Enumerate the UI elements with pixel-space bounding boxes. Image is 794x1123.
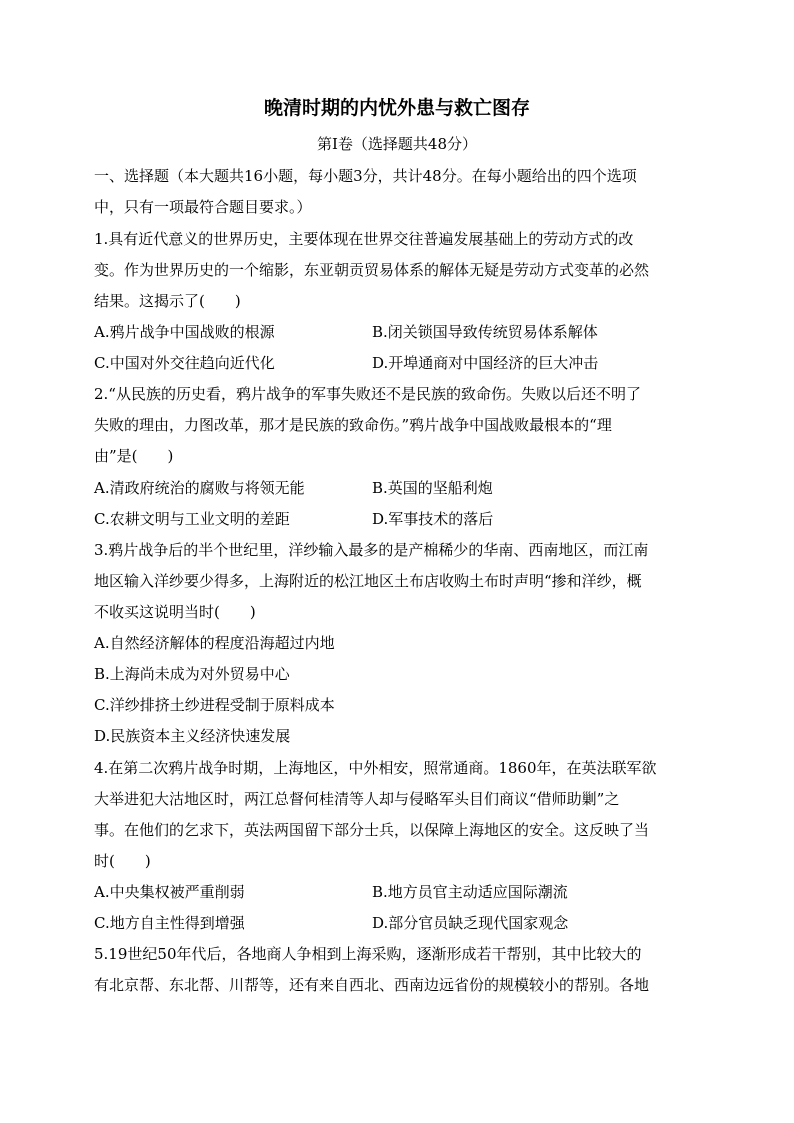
question-1-option-a: A.鸦片战争中国战败的根源 bbox=[94, 323, 275, 341]
question-3-stem: 不收买这说明当时( ) bbox=[94, 603, 256, 621]
question-4-option-b: B.地方员官主动适应国际潮流 bbox=[372, 883, 568, 901]
question-2-stem: 2.“从民族的历史看，鸦片战争的军事失败还不是民族的致命伤。失败以后还不明了 bbox=[94, 385, 641, 403]
question-3-option-c: C.洋纱排挤土纱进程受制于原料成本 bbox=[94, 696, 335, 714]
question-2-option-d: D.军事技术的落后 bbox=[372, 510, 494, 528]
question-4-stem: 时( ) bbox=[94, 852, 151, 870]
question-2-stem: 由”是( ) bbox=[94, 447, 174, 465]
question-1-option-b: B.闭关锁国导致传统贸易体系解体 bbox=[372, 323, 598, 341]
question-3-option-d: D.民族资本主义经济快速发展 bbox=[94, 727, 291, 745]
question-1-option-d: D.开埠通商对中国经济的巨大冲击 bbox=[372, 354, 599, 372]
question-2-option-c: C.农耕文明与工业文明的差距 bbox=[94, 510, 290, 528]
question-2-options-row bbox=[94, 476, 714, 500]
page-title: 晚清时期的内忧外患与救亡图存 bbox=[263, 97, 530, 119]
question-3-option-b: B.上海尚未成为对外贸易中心 bbox=[94, 665, 290, 683]
question-5-stem: 5.19世纪50年代后，各地商人争相到上海采购，逐渐形成若干帮别，其中比较大的 bbox=[94, 945, 642, 963]
question-1-stem: 变。作为世界历史的一个缩影，东亚朝贡贸易体系的解体无疑是劳动方式变革的必然 bbox=[94, 261, 650, 279]
question-4-options-row bbox=[94, 911, 714, 935]
question-2-option-a: A.清政府统治的腐败与将领无能 bbox=[94, 479, 305, 497]
question-2-option-b: B.英国的坚船利炮 bbox=[372, 479, 493, 497]
question-4-option-c: C.地方自主性得到增强 bbox=[94, 914, 245, 932]
question-3-option-a: A.自然经济解体的程度沿海超过内地 bbox=[94, 634, 335, 652]
instructions-line: 中，只有一项最符合题目要求。） bbox=[94, 198, 312, 216]
section-heading: 第Ⅰ卷（选择题共48分） bbox=[316, 135, 477, 153]
question-1-stem: 1.具有近代意义的世界历史，主要体现在世界交往普遍发展基础上的劳动方式的改 bbox=[94, 230, 634, 248]
question-4-options-row bbox=[94, 880, 714, 904]
question-3-stem: 地区输入洋纱要少得多，上海附近的松江地区土布店收购土布时声明“掺和洋纱，概 bbox=[94, 572, 642, 590]
question-4-option-a: A.中央集权被严重削弱 bbox=[94, 883, 245, 901]
question-4-stem: 大举进犯大沽地区时，两江总督何桂清等人却与侵略军头目们商议“借师助剿”之 bbox=[94, 790, 620, 808]
question-1-stem: 结果。这揭示了( ) bbox=[94, 292, 241, 310]
question-4-stem: 4.在第二次鸦片战争时期，上海地区，中外相安，照常通商。1860年，在英法联军欲 bbox=[94, 759, 657, 777]
question-2-stem: 失败的理由，力图改革，那才是民族的致命伤。”鸦片战争中国战败最根本的“理 bbox=[94, 416, 612, 434]
question-1-options-row bbox=[94, 351, 714, 375]
question-4-option-d: D.部分官员缺乏现代国家观念 bbox=[372, 914, 569, 932]
question-5-stem: 有北京帮、东北帮、川帮等，还有来自西北、西南边远省份的规模较小的帮别。各地 bbox=[94, 976, 650, 994]
question-1-option-c: C.中国对外交往趋向近代化 bbox=[94, 354, 275, 372]
question-4-stem: 事。在他们的乞求下，英法两国留下部分士兵，以保障上海地区的安全。这反映了当 bbox=[94, 821, 650, 839]
question-3-stem: 3.鸦片战争后的半个世纪里，洋纱输入最多的是产棉稀少的华南、西南地区，而江南 bbox=[94, 541, 649, 559]
question-1-options-row bbox=[94, 320, 714, 344]
instructions-line: 一、选择题（本大题共16小题，每小题3分，共计48分。在每小题给出的四个选项 bbox=[94, 167, 637, 185]
question-2-options-row bbox=[94, 507, 714, 531]
